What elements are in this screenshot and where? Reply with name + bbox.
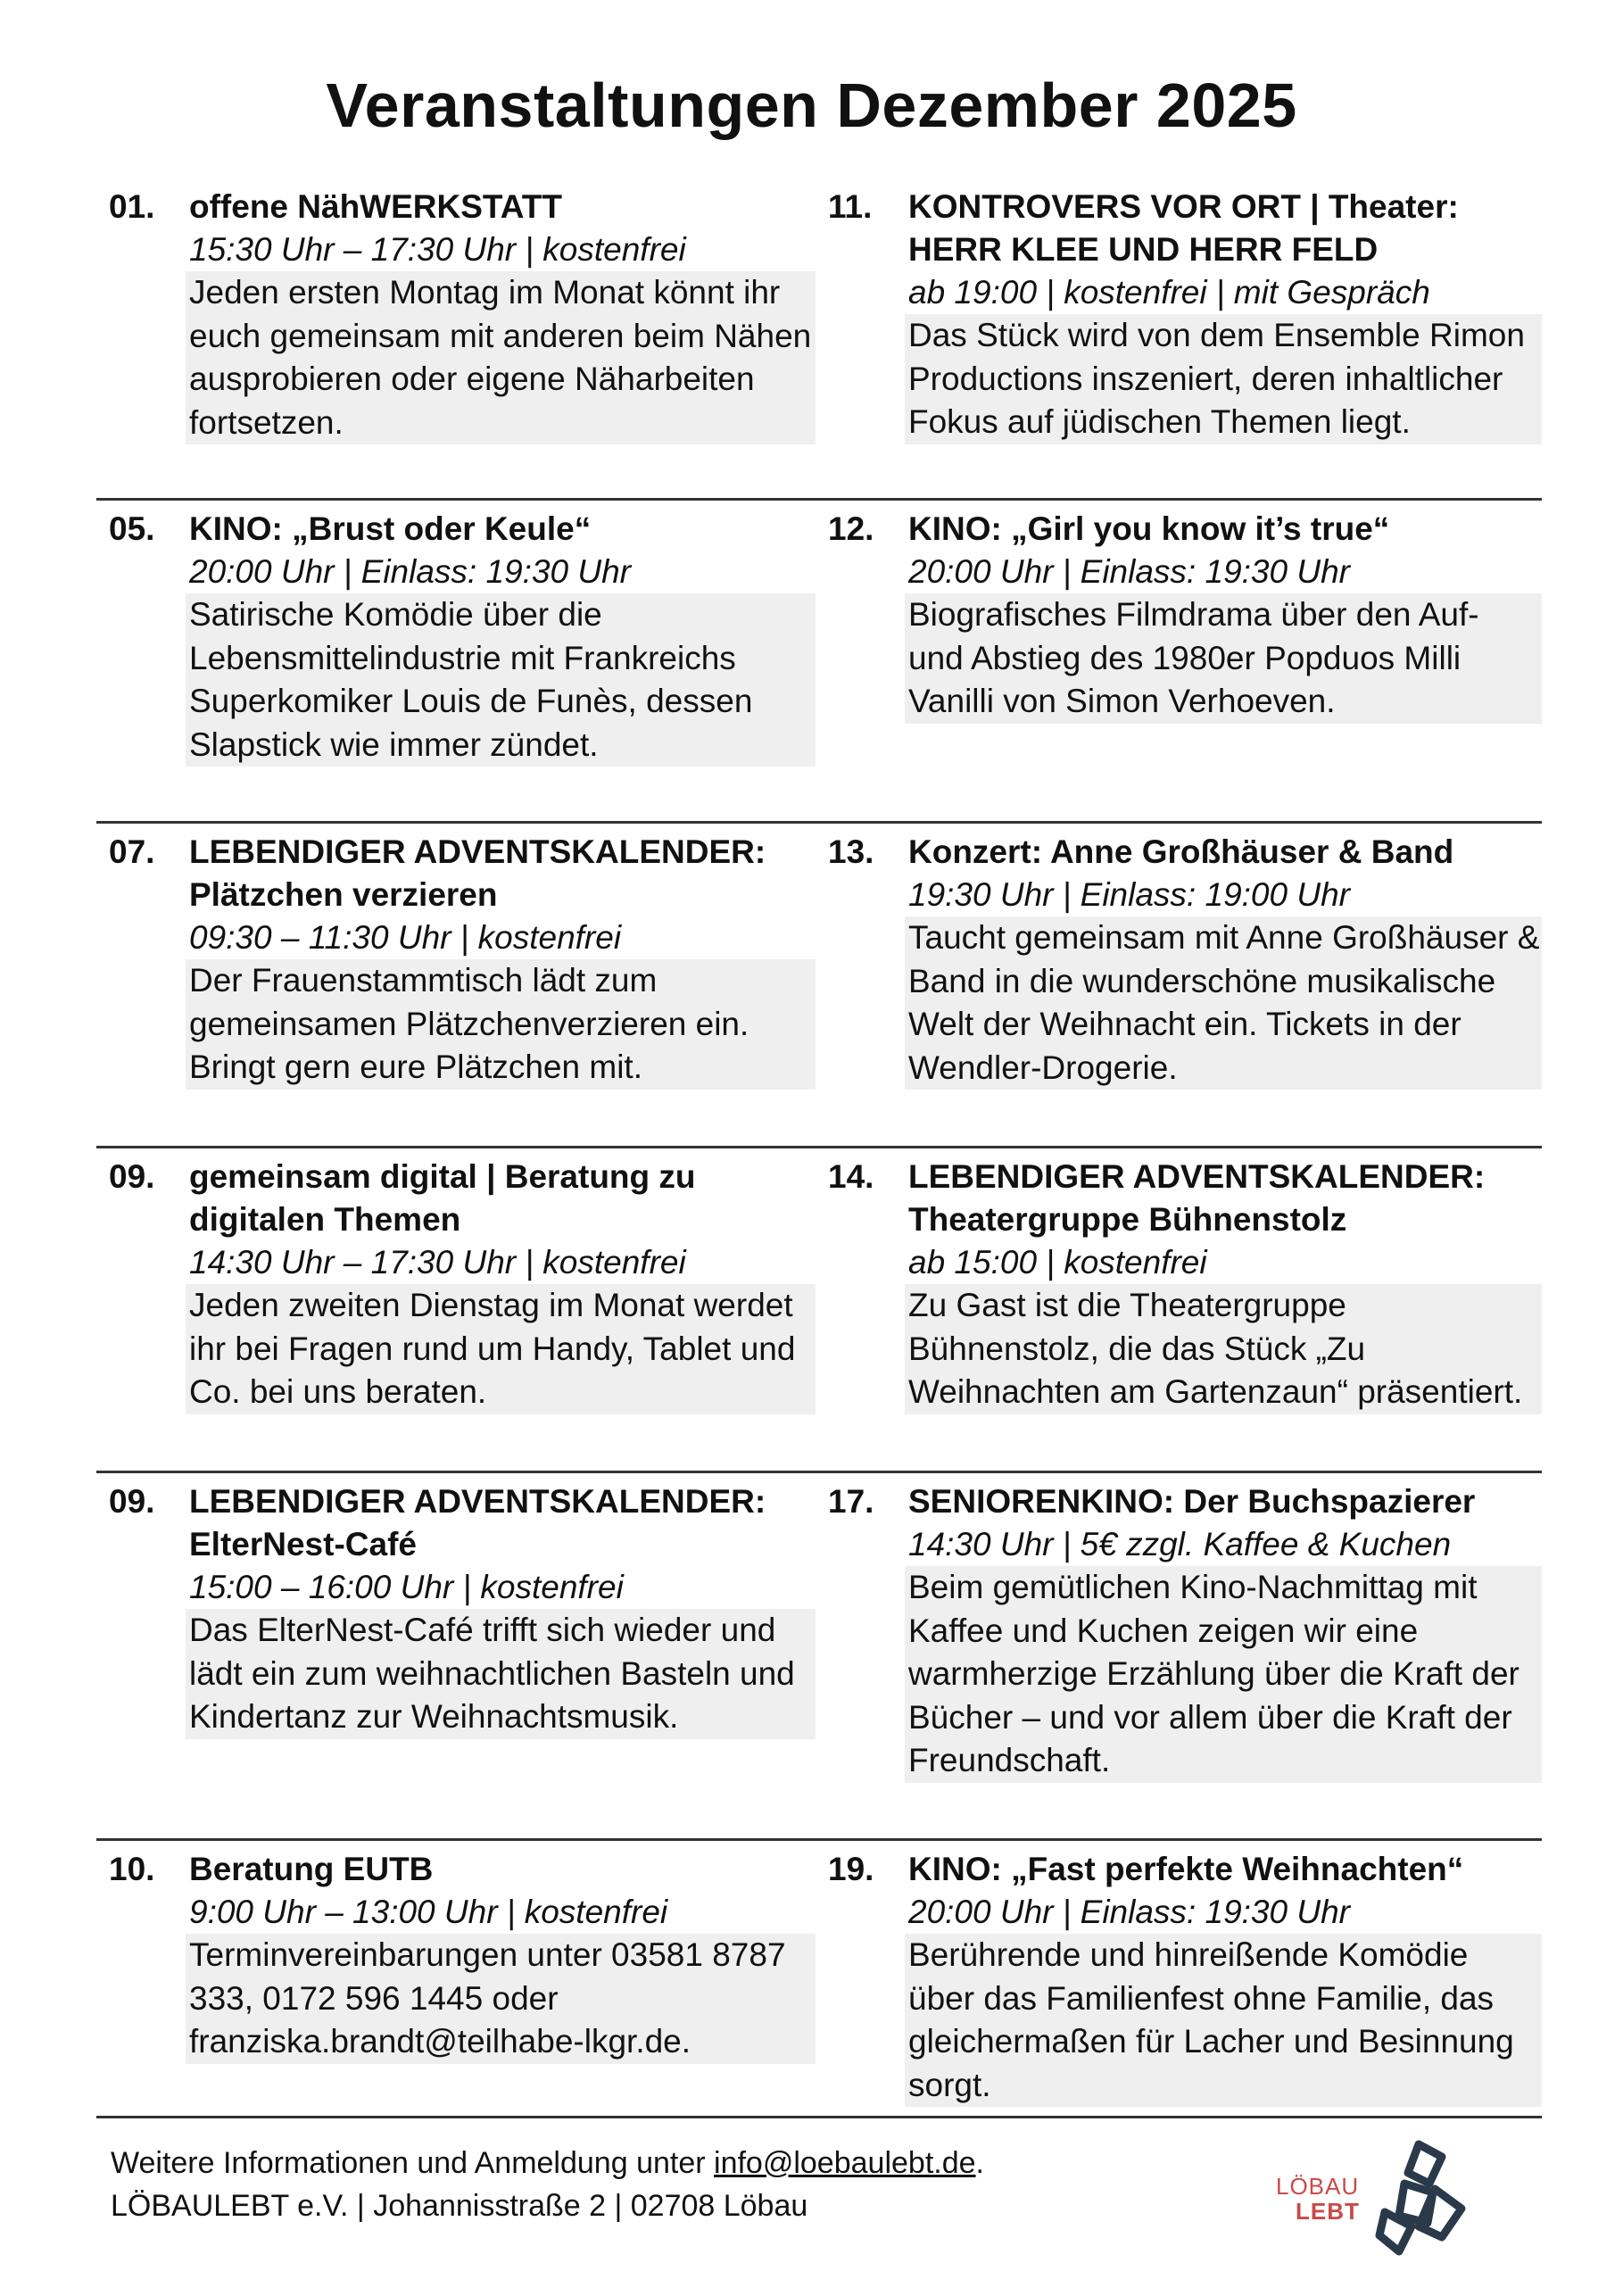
event-item xyxy=(96,1148,819,1471)
event-time: ab 19:00 | kostenfrei | mit Gespräch xyxy=(908,274,1430,311)
event-description: Das ElterNest-Café trifft sich wieder und lädt ein zum weihnachtlichen Basteln und Kindertanz zur Weihnachtsmusik. xyxy=(186,1609,816,1739)
event-description: Der Frauenstammtisch lädt zum gemeinsamen Plätzchenverzieren ein. Bringt gern eure Plätzchen mit. xyxy=(186,959,816,1090)
event-description: Jeden ersten Montag im Monat könnt ihr euch gemeinsam mit anderen beim Nähen ausprobieren oder eigene Näharbeiten fortsetzen. xyxy=(186,271,816,444)
event-title: LEBENDIGER ADVENTSKALENDER: Theatergruppe Bühnenstolz xyxy=(908,1158,1486,1238)
event-time: 20:00 Uhr | Einlass: 19:30 Uhr xyxy=(908,553,1350,590)
event-time: 09:30 – 11:30 Uhr | kostenfrei xyxy=(189,919,622,956)
event-description: Berührende und hinreißende Komödie über das Familienfest ohne Familie, das gleichermaßen für Lacher und Besinnung sorgt. xyxy=(905,1934,1542,2107)
event-grid xyxy=(96,178,1542,2118)
event-title: KINO: „Girl you know it’s true“ xyxy=(908,510,1390,547)
event-item xyxy=(819,501,1542,821)
event-date: 17. xyxy=(828,1483,874,1520)
event-item xyxy=(96,1841,819,2116)
event-description: Das Stück wird von dem Ensemble Rimon Productions inszeniert, deren inhaltlicher Fokus auf jüdischen Themen liegt. xyxy=(905,314,1542,444)
event-title: Beratung EUTB xyxy=(189,1851,434,1887)
footer-info-line xyxy=(111,2142,984,2184)
event-title: KONTROVERS VOR ORT | Theater: HERR KLEE UND HERR FELD xyxy=(908,188,1459,268)
footer xyxy=(111,2142,984,2227)
event-item xyxy=(96,178,819,498)
event-time: 14:30 Uhr | 5€ zzgl. Kaffee & Kuchen xyxy=(908,1526,1452,1562)
event-date: 10. xyxy=(109,1851,155,1887)
event-date: 09. xyxy=(109,1158,155,1195)
loebaulebt-logo xyxy=(1276,2137,1481,2262)
event-title: KINO: „Fast perfekte Weihnachten“ xyxy=(908,1851,1464,1887)
event-row xyxy=(96,1841,1542,2118)
page-title: Veranstaltungen Dezember 2025 xyxy=(326,70,1297,140)
event-description: Jeden zweiten Dienstag im Monat werdet ihr bei Fragen rund um Handy, Tablet und Co. bei uns beraten. xyxy=(186,1284,816,1414)
event-description: Beim gemütlichen Kino-Nachmittag mit Kaffee und Kuchen zeigen wir eine warmherzige Erzählung über die Kraft der Bücher – und vor allem über die Kraft der Freundschaft. xyxy=(905,1566,1542,1783)
event-item xyxy=(819,824,1542,1146)
event-description: Biografisches Filmdrama über den Auf- und Abstieg des 1980er Popduos Milli Vanilli von Simon Verhoeven. xyxy=(905,593,1542,724)
event-title: gemeinsam digital | Beratung zu digitalen Themen xyxy=(189,1158,696,1238)
event-date: 07. xyxy=(109,833,155,870)
event-time: 20:00 Uhr | Einlass: 19:30 Uhr xyxy=(908,1894,1350,1930)
footer-info-suffix: . xyxy=(975,2146,984,2180)
event-time: 15:00 – 16:00 Uhr | kostenfrei xyxy=(189,1569,624,1605)
event-item xyxy=(96,1473,819,1838)
logo-word-loebau: LÖBAU xyxy=(1276,2173,1360,2200)
event-date: 12. xyxy=(828,510,874,547)
event-description: Taucht gemeinsam mit Anne Großhäuser & Band in die wunderschöne musikalische Welt der Weihnacht ein. Tickets in der Wendler-Drogerie. xyxy=(905,916,1542,1090)
event-title: KINO: „Brust oder Keule“ xyxy=(189,510,592,547)
event-title: Konzert: Anne Großhäuser & Band xyxy=(908,833,1454,870)
event-time: 19:30 Uhr | Einlass: 19:00 Uhr xyxy=(908,876,1350,913)
event-date: 09. xyxy=(109,1483,155,1520)
footer-info-text: Weitere Informationen und Anmeldung unter xyxy=(111,2146,715,2180)
event-date: 11. xyxy=(828,188,873,225)
event-item xyxy=(819,1148,1542,1471)
event-date: 14. xyxy=(828,1158,874,1195)
event-time: 14:30 Uhr – 17:30 Uhr | kostenfrei xyxy=(189,1244,686,1281)
footer-address: LÖBAULEBT e.V. | Johannisstraße 2 | 02708 Löbau xyxy=(111,2189,808,2223)
event-date: 05. xyxy=(109,510,155,547)
event-date: 13. xyxy=(828,833,874,870)
event-date: 01. xyxy=(109,188,155,225)
event-row xyxy=(96,1473,1542,1841)
event-row xyxy=(96,824,1542,1148)
event-time: 9:00 Uhr – 13:00 Uhr | kostenfrei xyxy=(189,1894,668,1930)
event-row xyxy=(96,178,1542,501)
event-time: ab 15:00 | kostenfrei xyxy=(908,1244,1207,1281)
event-description: Terminvereinbarungen unter 03581 8787 333, 0172 596 1445 oder franziska.brandt@teilhabe-lkgr.de. xyxy=(186,1934,816,2064)
event-title: LEBENDIGER ADVENTSKALENDER: Plätzchen verzieren xyxy=(189,833,766,913)
event-title: SENIORENKINO: Der Buchspazierer xyxy=(908,1483,1476,1520)
logo-word-lebt: LEBT xyxy=(1296,2198,1360,2225)
event-description: Zu Gast ist die Theatergruppe Bühnenstolz, die das Stück „Zu Weihnachten am Gartenzaun“ präsentiert. xyxy=(905,1284,1542,1414)
event-row xyxy=(96,501,1542,824)
event-item xyxy=(819,1473,1542,1838)
event-time: 20:00 Uhr | Einlass: 19:30 Uhr xyxy=(189,553,631,590)
event-date: 19. xyxy=(828,1851,874,1887)
event-item xyxy=(819,178,1542,498)
event-item xyxy=(819,1841,1542,2116)
email-link[interactable]: info@loebaulebt.de xyxy=(714,2146,976,2180)
event-title: LEBENDIGER ADVENTSKALENDER: ElterNest-Café xyxy=(189,1483,766,1562)
event-time: 15:30 Uhr – 17:30 Uhr | kostenfrei xyxy=(189,231,686,268)
event-description: Satirische Komödie über die Lebensmittelindustrie mit Frankreichs Superkomiker Louis de Funès, dessen Slapstick wie immer zündet. xyxy=(186,593,816,767)
event-item xyxy=(96,501,819,821)
event-title: offene NähWERKSTATT xyxy=(189,188,562,225)
event-row xyxy=(96,1148,1542,1473)
logo-mark-icon xyxy=(1372,2137,1472,2258)
event-item xyxy=(96,824,819,1146)
